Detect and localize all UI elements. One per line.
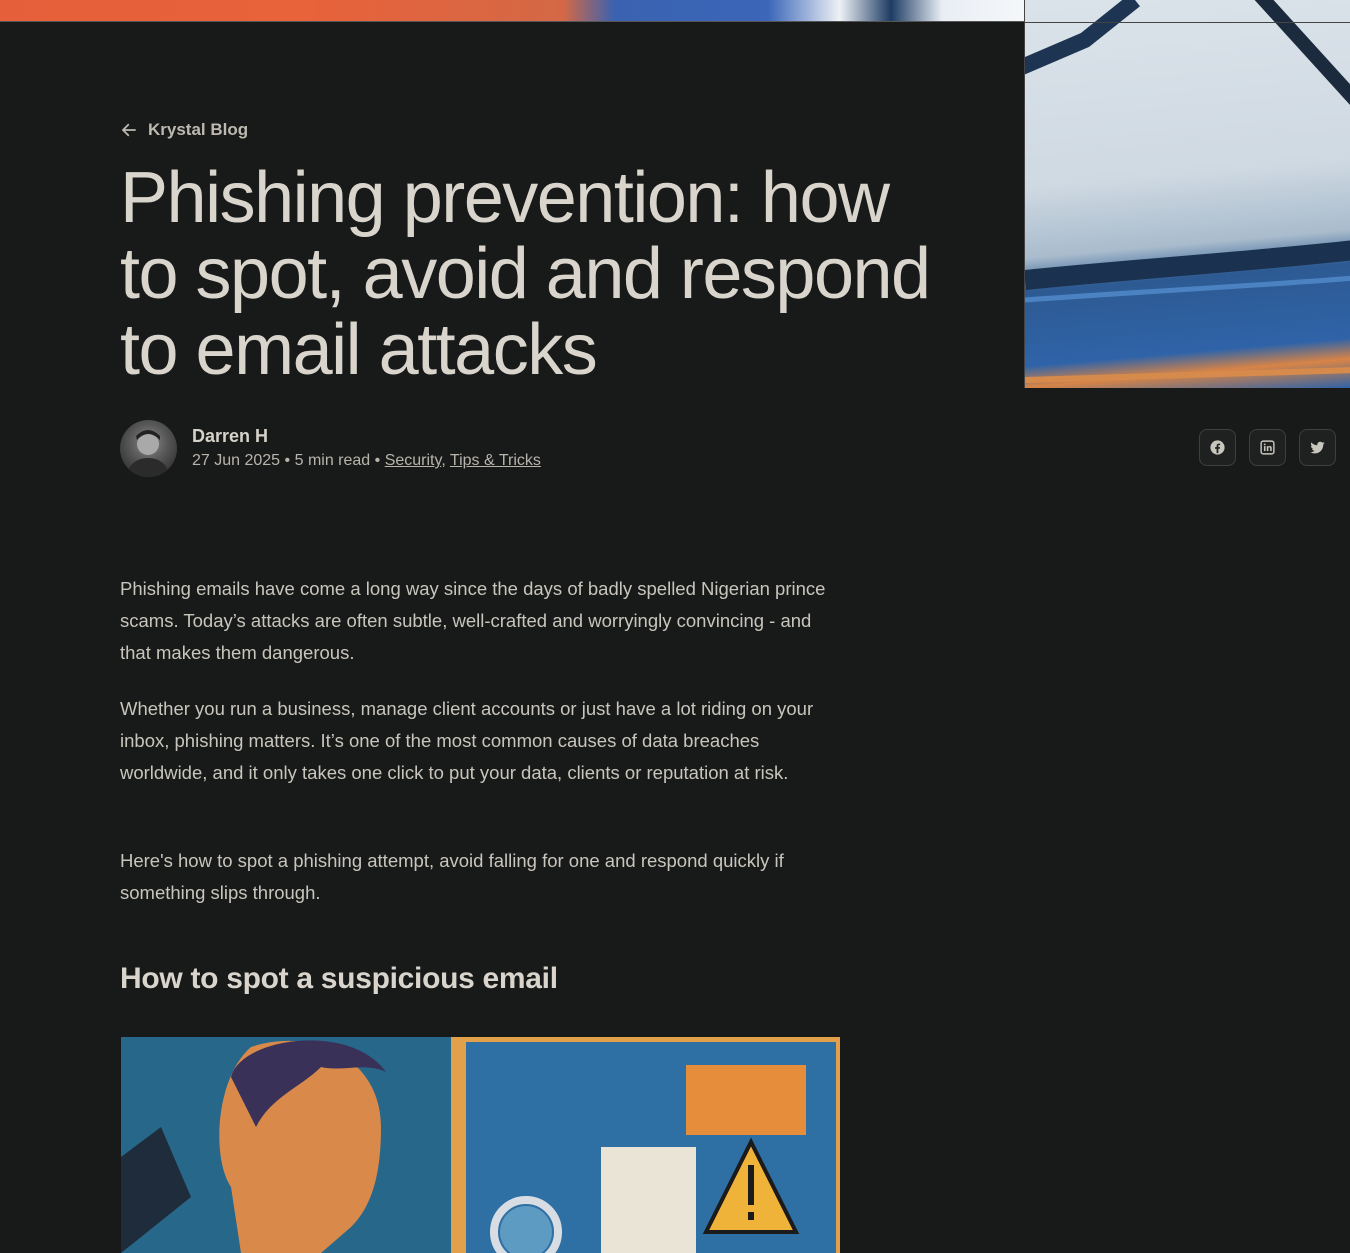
facebook-icon xyxy=(1209,439,1226,456)
article-title: Phishing prevention: how to spot, avoid and respond to email attacks xyxy=(120,158,930,390)
article-illustration xyxy=(121,1037,840,1253)
read-time: 5 min read xyxy=(294,452,371,469)
share-twitter-button[interactable] xyxy=(1299,429,1336,466)
meta-separator: • xyxy=(374,452,381,469)
body-paragraph: Whether you run a business, manage client accounts or just have a lot riding on your inbox, phishing matters. It’s one of the most common causes of data breaches worldwide, and it only takes one click to put your data, clients or reputation at risk. xyxy=(120,698,814,783)
hero-image-strip xyxy=(0,0,1024,22)
share-linkedin-button[interactable] xyxy=(1249,429,1286,466)
hero-image xyxy=(1024,0,1350,388)
body-paragraph: Here's how to spot a phishing attempt, avoid falling for one and respond quickly if something slips through. xyxy=(120,850,784,903)
intro-paragraph: Phishing emails have come a long way since the days of badly spelled Nigerian prince scams. Today’s attacks are often subtle, well-crafted and worryingly convincing - and that makes them dangerous. xyxy=(120,578,826,663)
meta-separator: • xyxy=(284,452,291,469)
twitter-icon xyxy=(1309,439,1326,456)
author-name: Darren H xyxy=(192,426,269,446)
share-facebook-button[interactable] xyxy=(1199,429,1236,466)
back-to-blog-link[interactable] xyxy=(120,120,248,140)
category-link-tips-tricks[interactable]: Tips & Tricks xyxy=(449,452,541,469)
section-heading: How to spot a suspicious email xyxy=(120,962,558,995)
arrow-left-icon xyxy=(120,121,138,139)
article-meta: 27 Jun 2025 • 5 min read • Security, Tips & Tricks xyxy=(192,452,541,469)
publish-date: 27 Jun 2025 xyxy=(192,452,281,469)
linkedin-icon xyxy=(1259,439,1276,456)
category-link-security[interactable]: Security xyxy=(384,452,442,469)
back-link-label: Krystal Blog xyxy=(148,120,249,139)
avatar xyxy=(120,420,177,477)
